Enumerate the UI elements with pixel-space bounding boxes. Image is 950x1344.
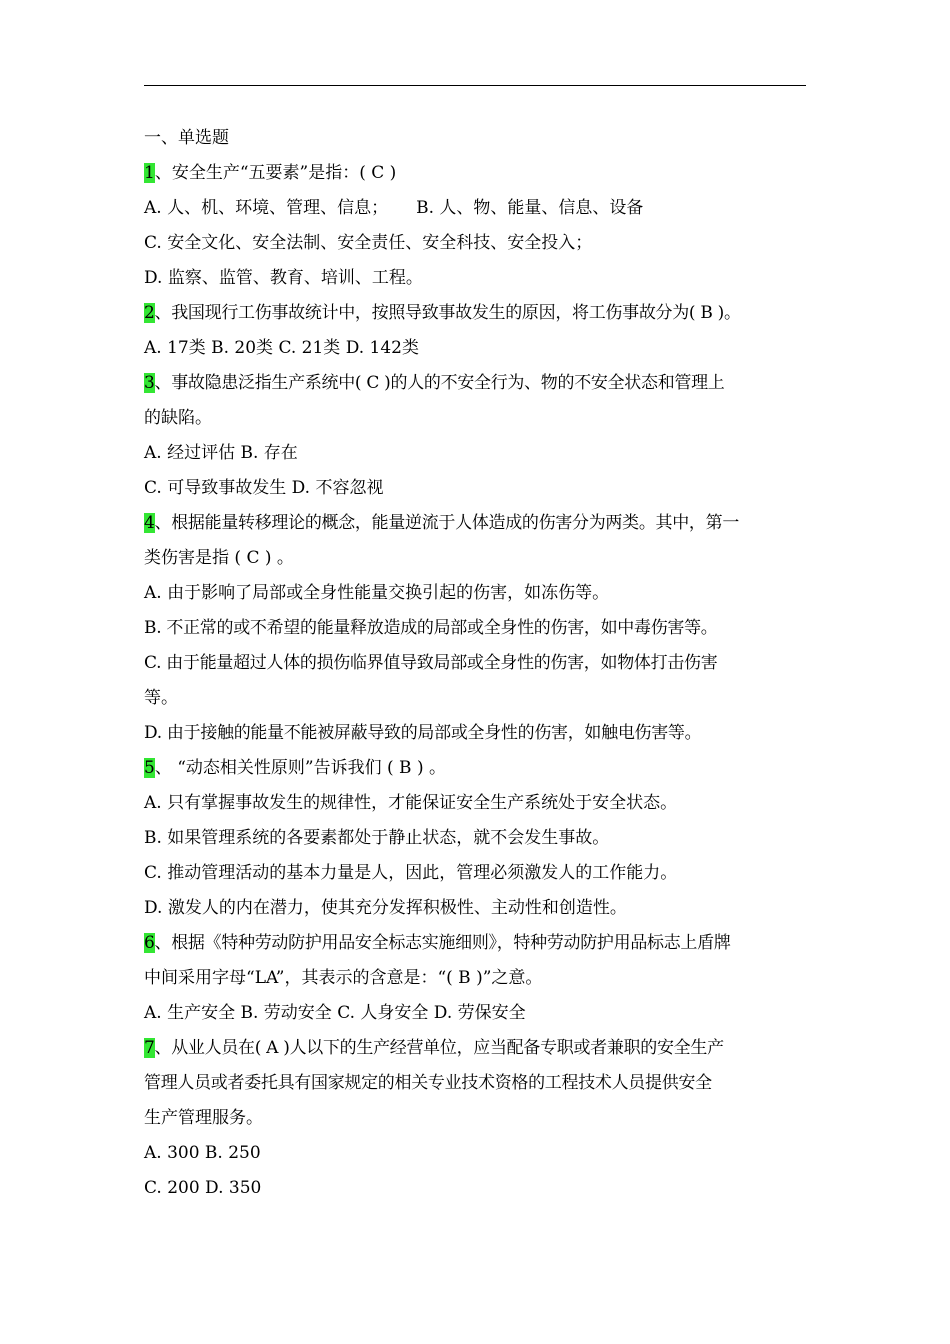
option-text: A. 由于影响了局部或全身性能量交换引起的伤害，如冻伤等。 — [144, 583, 610, 603]
question-list — [144, 121, 808, 1206]
option-text: A. 生产安全 B. 劳动安全 C. 人身安全 D. 劳保安全 — [144, 1003, 526, 1023]
question-4-stem-cont: 类伤害是指 ( C ) 。 — [144, 548, 294, 568]
question-number-highlight: 2 — [144, 303, 155, 323]
option-text: C. 推动管理活动的基本力量是人，因此，管理必须激发人的工作能力。 — [144, 863, 678, 883]
question-2-stem: 2、我国现行工伤事故统计中，按照导致事故发生的原因，将工伤事故分为( B )。 — [144, 303, 741, 323]
question-1-options-row — [144, 191, 808, 226]
option-text: A. 经过评估 B. 存在 — [144, 443, 298, 463]
option-text: A. 17类 B. 20类 C. 21类 D. 142类 — [144, 338, 419, 358]
option-text: C. 安全文化、安全法制、安全责任、安全科技、安全投入； — [144, 233, 593, 253]
option-text: B. 人、物、能量、信息、设备 — [416, 198, 644, 218]
option-text: D. 由于接触的能量不能被屏蔽导致的局部或全身性的伤害，如触电伤害等。 — [144, 723, 702, 743]
question-4-stem: 4、根据能量转移理论的概念，能量逆流于人体造成的伤害分为两类。其中，第一 — [144, 513, 740, 533]
option-text: A. 人、机、环境、管理、信息； — [144, 198, 389, 218]
question-number-highlight: 7 — [144, 1038, 155, 1058]
option-text: D. 监察、监管、教育、培训、工程。 — [144, 268, 423, 288]
question-number-highlight: 3 — [144, 373, 155, 393]
option-text: 等。 — [144, 688, 178, 708]
question-1-stem: 1、安全生产“五要素”是指：( C ) — [144, 163, 397, 183]
option-text: C. 200 D. 350 — [144, 1178, 262, 1198]
section-title: 一、单选题 — [144, 128, 229, 148]
question-7-stem-cont: 管理人员或者委托具有国家规定的相关专业技术资格的工程技术人员提供安全 — [144, 1073, 712, 1093]
question-3-stem: 3、事故隐患泛指生产系统中( C )的人的不安全行为、物的不安全状态和管理上 — [144, 373, 725, 393]
option-text: B. 不正常的或不希望的能量释放造成的局部或全身性的伤害，如中毒伤害等。 — [144, 618, 718, 638]
question-number-highlight: 4 — [144, 513, 155, 533]
question-7-stem-cont: 生产管理服务。 — [144, 1108, 263, 1128]
question-3-stem-cont: 的缺陷。 — [144, 408, 212, 428]
option-text: B. 如果管理系统的各要素都处于静止状态，就不会发生事故。 — [144, 828, 610, 848]
option-text: C. 可导致事故发生 D. 不容忽视 — [144, 478, 384, 498]
question-number-highlight: 6 — [144, 933, 155, 953]
question-5-stem: 5、 “动态相关性原则”告诉我们 ( B ) 。 — [144, 758, 446, 778]
option-text: A. 300 B. 250 — [144, 1143, 261, 1163]
question-6-stem-cont: 中间采用字母“LA”，其表示的含意是：“( B )”之意。 — [144, 968, 543, 988]
option-text: A. 只有掌握事故发生的规律性，才能保证安全生产系统处于安全状态。 — [144, 793, 678, 813]
option-text: D. 激发人的内在潜力，使其充分发挥积极性、主动性和创造性。 — [144, 898, 627, 918]
question-number-highlight: 1 — [144, 163, 155, 183]
question-7-stem: 7、从业人员在( A )人以下的生产经营单位，应当配备专职或者兼职的安全生产 — [144, 1038, 724, 1058]
question-6-stem: 6、根据《特种劳动防护用品安全标志实施细则》，特种劳动防护用品标志上盾牌 — [144, 933, 731, 953]
header-rule — [144, 85, 806, 86]
question-number-highlight: 5 — [144, 758, 155, 778]
option-text: C. 由于能量超过人体的损伤临界值导致局部或全身性的伤害，如物体打击伤害 — [144, 653, 718, 673]
